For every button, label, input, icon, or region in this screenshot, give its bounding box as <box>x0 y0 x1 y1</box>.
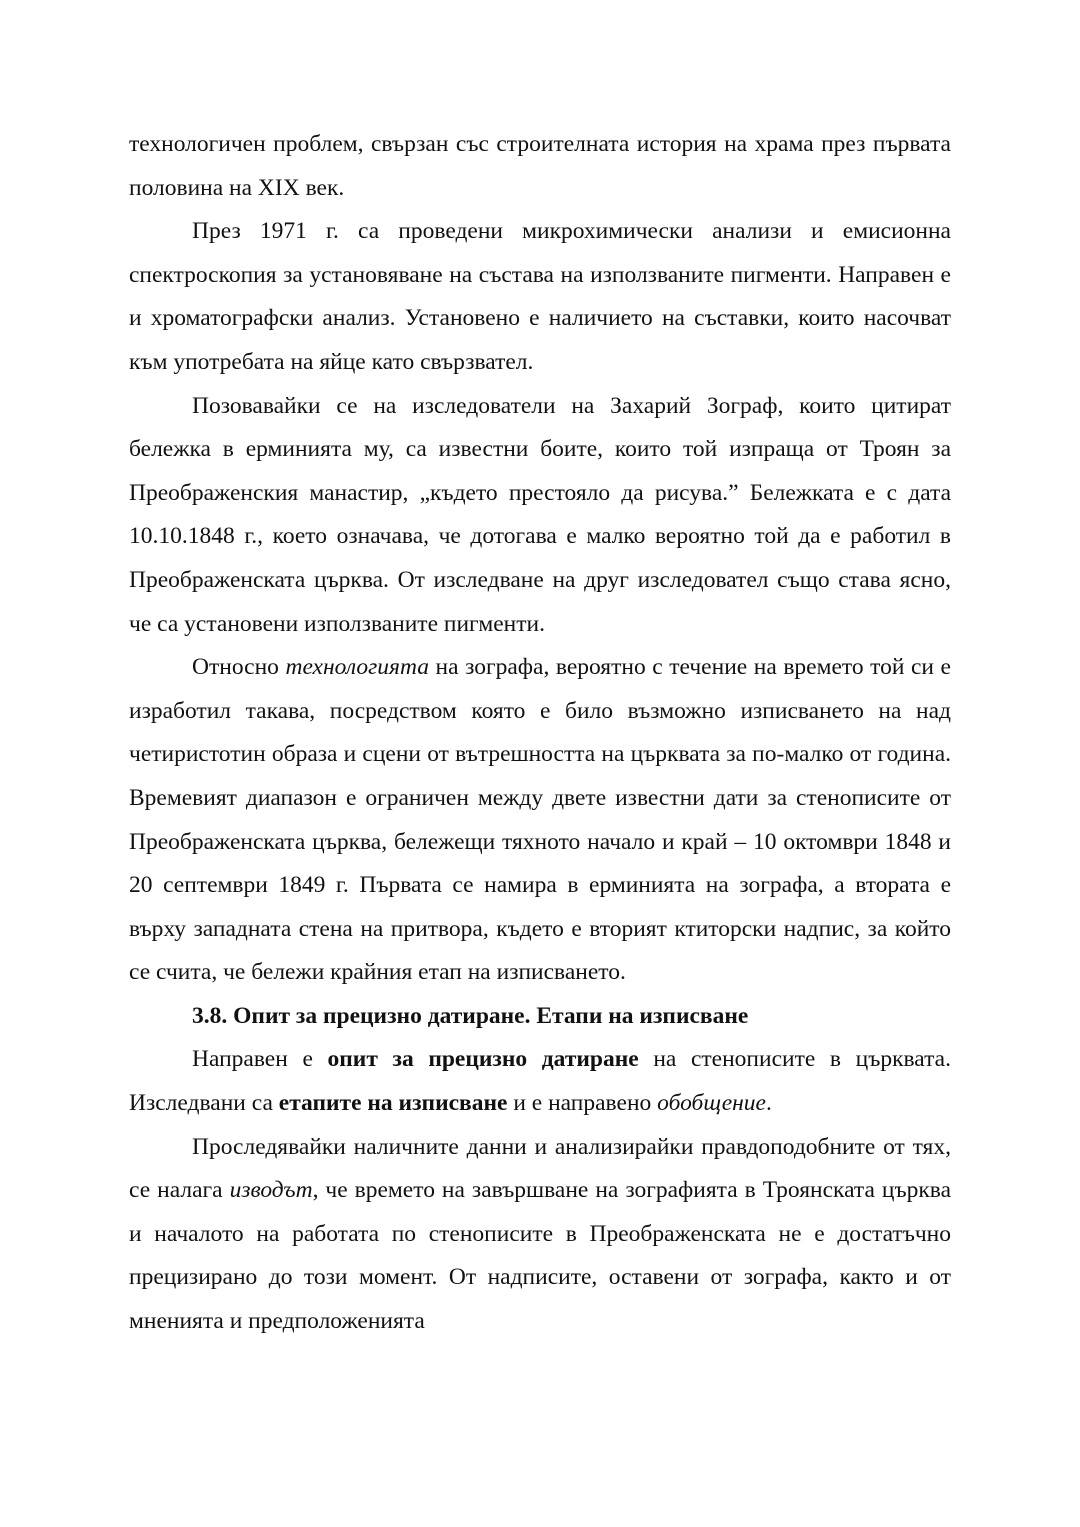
text-run: на зографа, вероятно с течение на времето той си е изработил такава, посредством която е било възможно изписването на над четиристотин образа и сцени от вътрешността на църквата за по-малко от година. Времевият диапазон е ограничен между двете известни дати за стенописите от Преображенската църква, бележещи тяхното начало и край – 10 октомври 1848 и 20 септември 1849 г. Първата се намира в ерминията на зографа, а втората е върху западната стена на притвора, където е вторият ктиторски надпис, за който се счита, че бележи крайния етап на изписването. <box>129 654 951 986</box>
bold-term: етапите на изписване <box>278 1090 508 1117</box>
text-run: . <box>765 1090 772 1117</box>
document-page <box>129 123 951 1344</box>
text-run: , че времето на завършване на зографията в Троянската църква и началото на работата по стенописите в Преображенската не е достатъчно прецизирано до този момент. От надписите, оставени от зографа, както и от мненията и предположенията <box>129 1177 951 1335</box>
paragraph-technology <box>129 646 951 995</box>
text-run: на стенописите в църквата. Изследвани са <box>129 1046 951 1117</box>
section-heading: 3.8. Опит за прецизно датиране. Етапи на изписване <box>192 1002 749 1029</box>
bold-term: опит за прецизно датиране <box>327 1046 639 1073</box>
text-run: Относно <box>192 654 286 681</box>
paragraph-analysis: През 1971 г. са проведени микрохимически анализи и емисионна спектроскопия за установяване на състава на използваните пигменти. Направен е и хроматографски анализ. Установено е наличието на съставки, които насочват към употребата на яйце като свързвател. <box>129 218 951 375</box>
paragraph-dating-attempt <box>129 1038 951 1125</box>
italic-term: технологията <box>285 654 429 681</box>
paragraph-conclusion <box>129 1126 951 1344</box>
italic-term: изводът <box>229 1177 313 1204</box>
text-run: Проследявайки наличните данни и анализирайки правдоподобните от тях, се налага <box>129 1133 951 1204</box>
text-run: Направен е <box>192 1046 328 1073</box>
text-run: и е направено <box>507 1090 658 1117</box>
paragraph-continuation: технологичен проблем, свързан със строителната история на храма през първата половина на XIX век. <box>129 131 951 201</box>
italic-term: обобщение <box>657 1090 766 1117</box>
paragraph-zahari-zograf: Позовавайки се на изследователи на Захарий Зограф, които цитират бележка в ерминията му, са известни боите, които той изпраща от Троян за Преображенския манастир, „където престояло да рисува.” Бележката е с дата 10.10.1848 г., което означава, че дотогава е малко вероятно той да е работил в Преображенската църква. От изследване на друг изследовател също става ясно, че са установени използваните пигменти. <box>129 392 951 637</box>
